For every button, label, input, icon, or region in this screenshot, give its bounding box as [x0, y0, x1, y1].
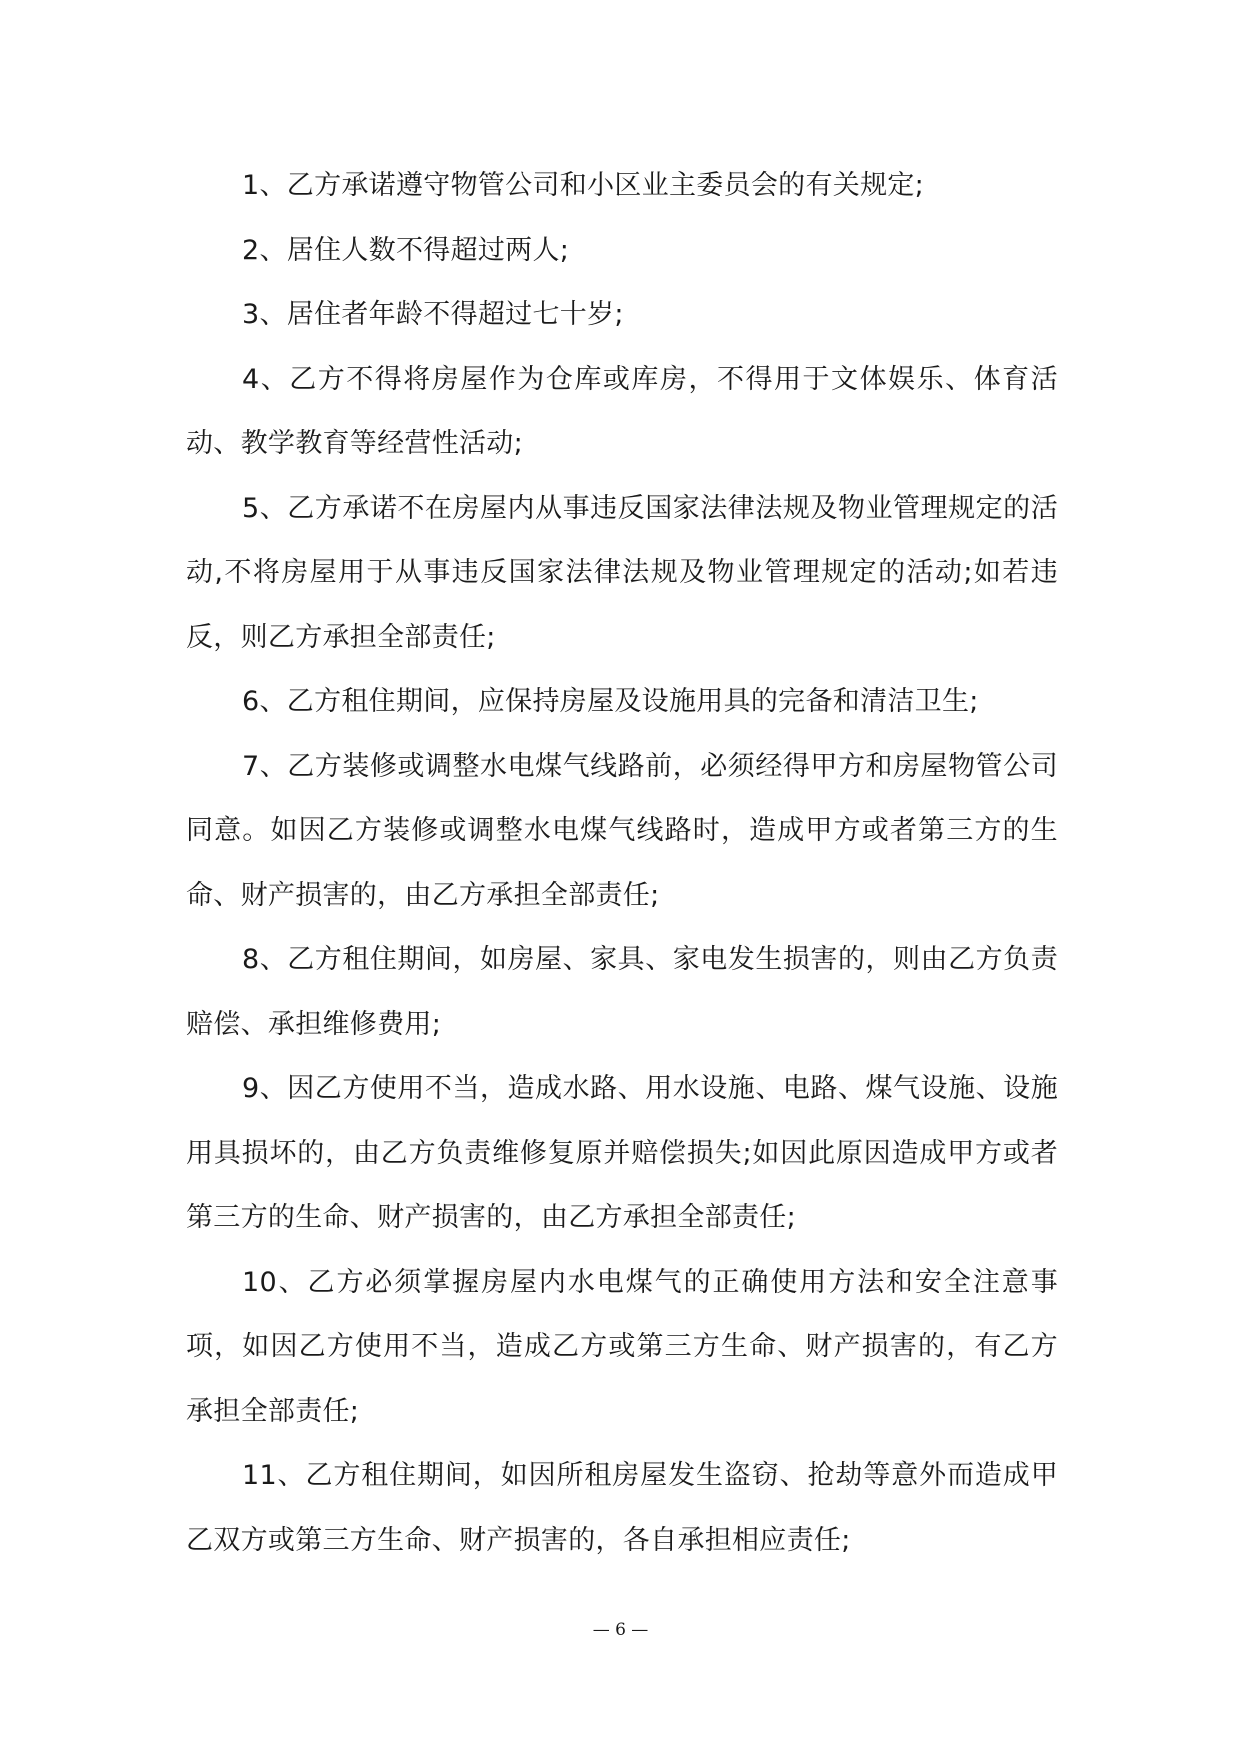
clause-7: 7、乙方装修或调整水电煤气线路前，必须经得甲方和房屋物管公司同意。如因乙方装修或调整水电煤气线路时，造成甲方或者第三方的生命、财产损害的，由乙方承担全部责任; [186, 750, 1058, 911]
page-number: — 6 — [592, 1620, 649, 1640]
clause-3: 3、居住者年龄不得超过七十岁; [242, 299, 624, 330]
clause-9: 9、因乙方使用不当，造成水路、用水设施、电路、煤气设施、设施用具损坏的，由乙方负责维修复原并赔偿损失;如因此原因造成甲方或者第三方的生命、财产损害的，由乙方承担全部责任; [186, 1073, 1058, 1233]
clause-2: 2、居住人数不得超过两人; [242, 234, 570, 266]
clause-1: 1、乙方承诺遵守物管公司和小区业主委员会的有关规定; [242, 170, 925, 201]
clause-8: 8、乙方租住期间，如房屋、家具、家电发生损害的，则由乙方负责赔偿、承担维修费用; [186, 944, 1058, 1040]
clause-5: 5、乙方承诺不在房屋内从事违反国家法律法规及物业管理规定的活动,不将房屋用于从事违反国家法律法规及物业管理规定的活动;如若违反，则乙方承担全部责任; [186, 492, 1058, 653]
document-body [186, 154, 1058, 1573]
clause-6: 6、乙方租住期间，应保持房屋及设施用具的完备和清洁卫生; [242, 686, 979, 717]
clause-11: 11、乙方租住期间，如因所租房屋发生盗窃、抢劫等意外而造成甲乙双方或第三方生命、财产损害的，各自承担相应责任; [186, 1460, 1058, 1556]
clause-10: 10、乙方必须掌握房屋内水电煤气的正确使用方法和安全注意事项，如因乙方使用不当，造成乙方或第三方生命、财产损害的，有乙方承担全部责任; [186, 1266, 1058, 1427]
clause-4: 4、乙方不得将房屋作为仓库或库房，不得用于文体娱乐、体育活动、教学教育等经营性活动; [186, 363, 1058, 459]
